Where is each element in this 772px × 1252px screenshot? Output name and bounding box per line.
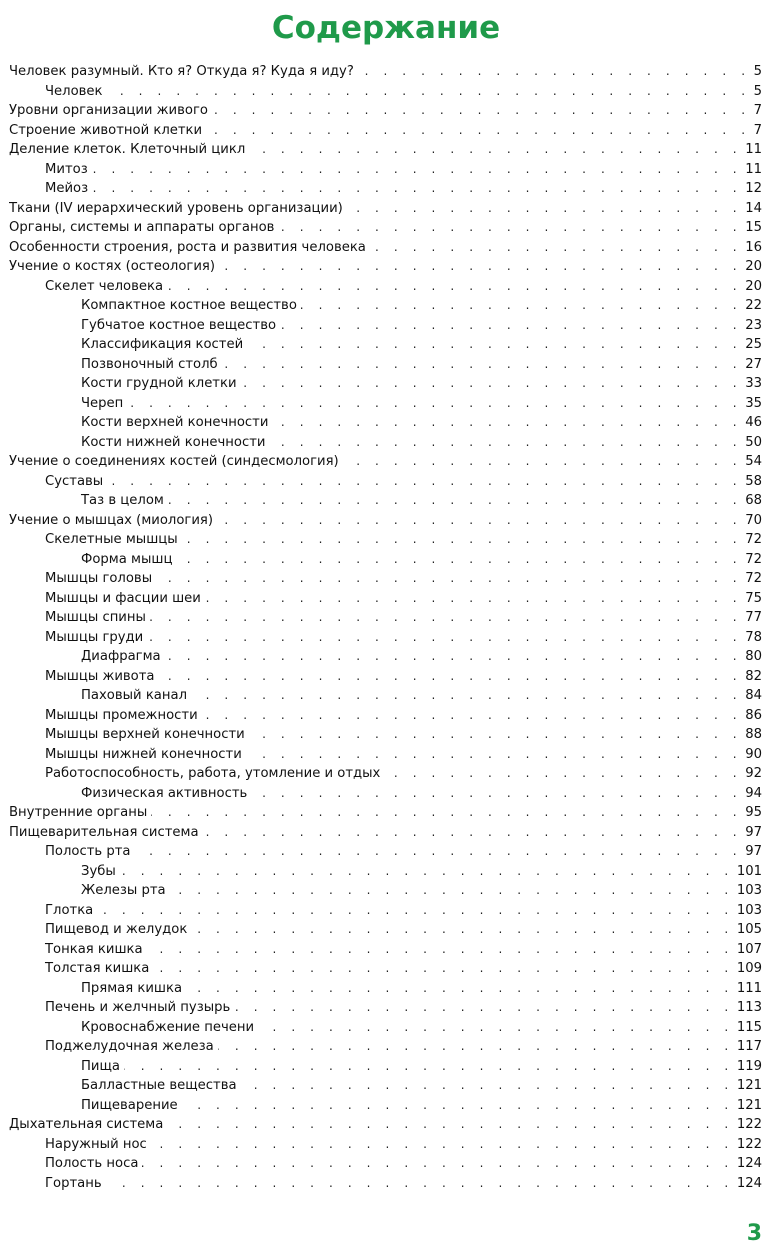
toc-entry-page: 82 (745, 668, 762, 684)
toc-entry-title: Учение о соединениях костей (синдесмология) (9, 454, 339, 469)
toc-entry (9, 862, 762, 882)
toc-entry (9, 179, 762, 199)
toc-entry-title: Учение о костях (остеология) (9, 259, 215, 274)
toc-entry (9, 823, 762, 843)
toc-entry-title: Позвоночный столб (81, 356, 218, 372)
toc-entry-title: Гортань (45, 1175, 102, 1191)
dot-leader (258, 1018, 734, 1038)
toc-entry-page: 23 (745, 317, 762, 333)
dot-leader (92, 179, 742, 199)
toc-entry-page: 86 (745, 707, 762, 723)
dot-leader (280, 316, 742, 336)
toc-entry (9, 140, 762, 160)
toc-entry (9, 355, 762, 375)
toc-entry (9, 803, 762, 823)
toc-entry (9, 101, 762, 121)
toc-entry-page: 105 (736, 922, 762, 937)
toc-entry-page: 11 (745, 161, 762, 177)
dot-leader (358, 62, 751, 82)
dot-leader (127, 394, 742, 414)
dot-leader (249, 725, 742, 745)
toc-entry (9, 979, 762, 999)
dot-leader (203, 823, 743, 843)
toc-entry-page: 58 (745, 473, 762, 489)
dot-leader (269, 433, 742, 453)
toc-entry (9, 628, 762, 648)
page-title: Содержание (271, 10, 501, 46)
toc-entry-page: 109 (736, 961, 762, 976)
dot-leader (135, 842, 743, 862)
toc-entry-page: 72 (745, 571, 762, 586)
toc-entry (9, 706, 762, 726)
toc-entry-page: 12 (745, 181, 762, 196)
toc-entry-title: Уровни организации живого (9, 103, 208, 118)
toc-entry (9, 472, 762, 492)
toc-entry (9, 238, 762, 258)
toc-entry-title: Пищеварительная система (9, 824, 199, 840)
toc-entry-title: Мышцы груди (45, 629, 144, 645)
dot-leader (167, 277, 742, 297)
dot-leader (92, 160, 743, 180)
toc-entry (9, 745, 762, 765)
toc-entry-page: 20 (745, 259, 762, 274)
dot-leader (151, 1135, 734, 1155)
toc-entry-page: 95 (745, 805, 762, 820)
toc-entry-title: Поджелудочная железа (45, 1039, 214, 1054)
toc-entry (9, 1115, 762, 1135)
toc-entry-page: 33 (745, 376, 762, 391)
toc-entry (9, 257, 762, 277)
page-number: 3 (746, 1221, 762, 1246)
toc-entry-page: 121 (736, 1097, 762, 1113)
toc-entry-title: Толстая кишка (45, 961, 150, 976)
toc-entry-page: 75 (745, 590, 762, 606)
dot-leader (370, 238, 742, 258)
dot-leader (106, 1174, 734, 1194)
toc-entry-page: 119 (736, 1058, 762, 1074)
toc-entry-title: Мейоз (45, 181, 89, 196)
dot-leader (202, 706, 743, 726)
toc-entry-page: 50 (745, 434, 762, 450)
toc-entry-title: Классификация костей (81, 337, 244, 352)
toc-entry-title: Ткани (IV иерархический уровень организации) (9, 200, 343, 216)
toc-entry-page: 97 (745, 844, 762, 859)
toc-entry-page: 5 (753, 83, 762, 99)
toc-entry-title: Кости верхней конечности (81, 415, 269, 430)
toc-entry (9, 1057, 762, 1077)
toc-entry-title: Наружный нос (45, 1136, 147, 1152)
toc-entry-page: 5 (753, 64, 762, 79)
dot-leader (246, 745, 742, 765)
dot-leader (153, 959, 733, 979)
dot-leader (182, 530, 743, 550)
toc-entry (9, 62, 762, 82)
toc-entry-title: Кости нижней конечности (81, 434, 266, 450)
toc-entry (9, 433, 762, 453)
toc-entry (9, 1174, 762, 1194)
toc-entry-title: Особенности строения, роста и развития человека (9, 239, 366, 255)
dot-leader (384, 764, 742, 784)
toc-entry-page: 68 (745, 493, 762, 508)
dot-leader (191, 686, 742, 706)
toc-entry-page: 22 (745, 298, 762, 313)
toc-entry-title: Человек (45, 83, 103, 99)
toc-entry-page: 92 (745, 766, 762, 781)
toc-entry-title: Печень и желчный пузырь (45, 1000, 231, 1015)
dot-leader (107, 82, 751, 102)
toc-entry (9, 218, 762, 238)
toc-entry-title: Мышцы живота (45, 668, 155, 684)
toc-entry-page: 115 (736, 1019, 762, 1035)
toc-entry (9, 394, 762, 414)
toc-entry (9, 1135, 762, 1155)
dot-leader (206, 121, 751, 141)
dot-leader (251, 784, 742, 804)
toc-entry-page: 11 (745, 142, 762, 157)
toc-entry-title: Тонкая кишка (45, 941, 143, 957)
dot-leader (142, 1154, 733, 1174)
toc-entry-title: Учение о мышцах (миология) (9, 512, 213, 528)
toc-entry (9, 530, 762, 550)
toc-entry-page: 20 (745, 278, 762, 294)
toc-entry-title: Железы рта (81, 883, 166, 898)
dot-leader (176, 550, 742, 570)
toc-entry-page: 46 (745, 415, 762, 430)
toc-entry-page: 14 (745, 200, 762, 216)
toc-entry (9, 413, 762, 433)
toc-entry-page: 111 (736, 980, 762, 996)
toc-entry-title: Органы, системы и аппараты органов (9, 220, 275, 235)
toc-entry-title: Мышцы промежности (45, 707, 198, 723)
toc-entry-page: 27 (745, 356, 762, 372)
dot-leader (191, 920, 734, 940)
toc-entry-title: Таз в целом (81, 493, 164, 508)
toc-entry-title: Скелет человека (45, 278, 164, 294)
toc-entry-title: Физическая активность (81, 785, 248, 801)
toc-entry-title: Мышцы головы (45, 571, 153, 586)
dot-leader (150, 608, 742, 628)
toc-entry-title: Деление клеток. Клеточный цикл (9, 142, 246, 157)
dot-leader (170, 881, 734, 901)
toc-entry-page: 107 (736, 941, 762, 957)
toc-entry (9, 901, 762, 921)
toc-entry-title: Диафрагма (81, 649, 161, 664)
toc-entry-page: 15 (745, 220, 762, 235)
toc-entry-page: 35 (745, 395, 762, 411)
toc-entry-title: Глотка (45, 902, 94, 918)
toc-entry-page: 16 (745, 239, 762, 255)
dot-leader (343, 452, 743, 472)
toc-entry-title: Митоз (45, 161, 88, 177)
toc-entry (9, 920, 762, 940)
toc-entry-page: 103 (736, 902, 762, 918)
toc-entry-title: Дыхательная система (9, 1117, 164, 1132)
toc-entry-page: 121 (736, 1078, 762, 1093)
toc-entry-page: 113 (736, 1000, 762, 1015)
toc-entry-title: Пища (81, 1058, 120, 1074)
dot-leader (205, 589, 742, 609)
toc-entry (9, 1154, 762, 1174)
dot-leader (217, 511, 742, 531)
toc-entry-page: 103 (736, 883, 762, 898)
toc-entry-title: Строение животной клетки (9, 122, 203, 138)
toc-entry (9, 296, 762, 316)
table-of-contents (9, 62, 762, 1193)
dot-leader (347, 199, 742, 219)
dot-leader (218, 1037, 734, 1057)
dot-leader (182, 1096, 734, 1116)
toc-entry-title: Человек разумный. Кто я? Откуда я? Куда я иду? (9, 64, 354, 79)
toc-entry (9, 998, 762, 1018)
toc-entry (9, 335, 762, 355)
dot-leader (222, 355, 743, 375)
toc-entry-title: Кости грудной клетки (81, 376, 237, 391)
toc-entry (9, 511, 762, 531)
toc-entry (9, 550, 762, 570)
toc-entry-title: Пищевод и желудок (45, 922, 188, 937)
dot-leader (156, 569, 742, 589)
toc-entry (9, 725, 762, 745)
toc-entry (9, 784, 762, 804)
toc-entry-title: Внутренние органы (9, 805, 148, 820)
dot-leader (301, 296, 742, 316)
toc-entry-page: 78 (745, 629, 762, 645)
toc-entry-page: 84 (745, 688, 762, 703)
toc-entry-title: Работоспособность, работа, утомление и отдых (45, 766, 381, 781)
toc-entry-page: 72 (745, 551, 762, 567)
toc-entry-title: Паховый канал (81, 688, 187, 703)
toc-entry-page: 97 (745, 824, 762, 840)
dot-leader (165, 647, 743, 667)
toc-entry-title: Мышцы и фасции шеи (45, 590, 201, 606)
toc-entry (9, 647, 762, 667)
dot-leader (278, 218, 742, 238)
toc-entry-page: 25 (745, 337, 762, 352)
toc-entry-page: 101 (736, 863, 762, 879)
toc-entry-page: 124 (736, 1175, 762, 1191)
toc-entry-page: 70 (745, 512, 762, 528)
dot-leader (107, 472, 742, 492)
toc-entry-page: 117 (736, 1039, 762, 1054)
toc-entry-title: Череп (81, 395, 124, 411)
toc-entry-page: 122 (736, 1136, 762, 1152)
toc-entry (9, 842, 762, 862)
dot-leader (247, 335, 742, 355)
toc-entry-title: Форма мышц (81, 551, 173, 567)
toc-entry-page: 88 (745, 727, 762, 742)
toc-entry (9, 1037, 762, 1057)
dot-leader (159, 667, 743, 687)
toc-entry-title: Прямая кишка (81, 980, 183, 996)
dot-leader (212, 101, 751, 121)
toc-entry (9, 277, 762, 297)
toc-entry-page: 124 (736, 1156, 762, 1171)
toc-entry-page: 80 (745, 649, 762, 664)
toc-entry-page: 7 (753, 103, 762, 118)
toc-entry (9, 160, 762, 180)
dot-leader (168, 491, 742, 511)
toc-entry-title: Компактное костное вещество (81, 298, 297, 313)
dot-leader (147, 940, 734, 960)
dot-leader (124, 1057, 734, 1077)
toc-entry-title: Мышцы нижней конечности (45, 746, 242, 762)
toc-entry (9, 452, 762, 472)
toc-entry-title: Зубы (81, 863, 116, 879)
toc-entry-page: 7 (753, 122, 762, 138)
toc-entry-title: Полость рта (45, 844, 131, 859)
toc-entry-page: 94 (745, 785, 762, 801)
dot-leader (147, 628, 742, 648)
toc-entry (9, 374, 762, 394)
toc-entry (9, 764, 762, 784)
dot-leader (272, 413, 742, 433)
toc-entry-title: Полость носа (45, 1156, 139, 1171)
dot-leader (167, 1115, 734, 1135)
toc-entry-page: 90 (745, 746, 762, 762)
dot-leader (219, 257, 742, 277)
toc-entry-title: Балластные вещества (81, 1078, 237, 1093)
toc-entry (9, 121, 762, 141)
toc-entry (9, 940, 762, 960)
toc-entry (9, 667, 762, 687)
dot-leader (241, 374, 743, 394)
dot-leader (97, 901, 734, 921)
toc-entry (9, 589, 762, 609)
toc-entry-title: Мышцы спины (45, 610, 146, 625)
toc-entry-title: Пищеварение (81, 1097, 178, 1113)
toc-entry (9, 959, 762, 979)
toc-entry (9, 608, 762, 628)
toc-entry-page: 122 (736, 1117, 762, 1132)
toc-entry (9, 491, 762, 511)
toc-entry-title: Кровоснабжение печени (81, 1019, 255, 1035)
toc-entry-title: Скелетные мышцы (45, 532, 178, 547)
toc-entry (9, 1018, 762, 1038)
dot-leader (241, 1076, 734, 1096)
toc-entry (9, 569, 762, 589)
toc-entry (9, 199, 762, 219)
toc-entry-title: Мышцы верхней конечности (45, 727, 245, 742)
dot-leader (186, 979, 734, 999)
toc-entry (9, 1096, 762, 1116)
dot-leader (151, 803, 742, 823)
toc-entry-title: Губчатое костное вещество (81, 317, 277, 333)
toc-entry-page: 54 (745, 454, 762, 469)
toc-entry (9, 1076, 762, 1096)
dot-leader (234, 998, 734, 1018)
toc-entry-page: 77 (745, 610, 762, 625)
toc-entry-title: Суставы (45, 473, 104, 489)
toc-entry (9, 686, 762, 706)
dot-leader (120, 862, 734, 882)
toc-entry-page: 72 (745, 532, 762, 547)
toc-entry (9, 881, 762, 901)
toc-entry (9, 316, 762, 336)
toc-entry (9, 82, 762, 102)
dot-leader (249, 140, 742, 160)
